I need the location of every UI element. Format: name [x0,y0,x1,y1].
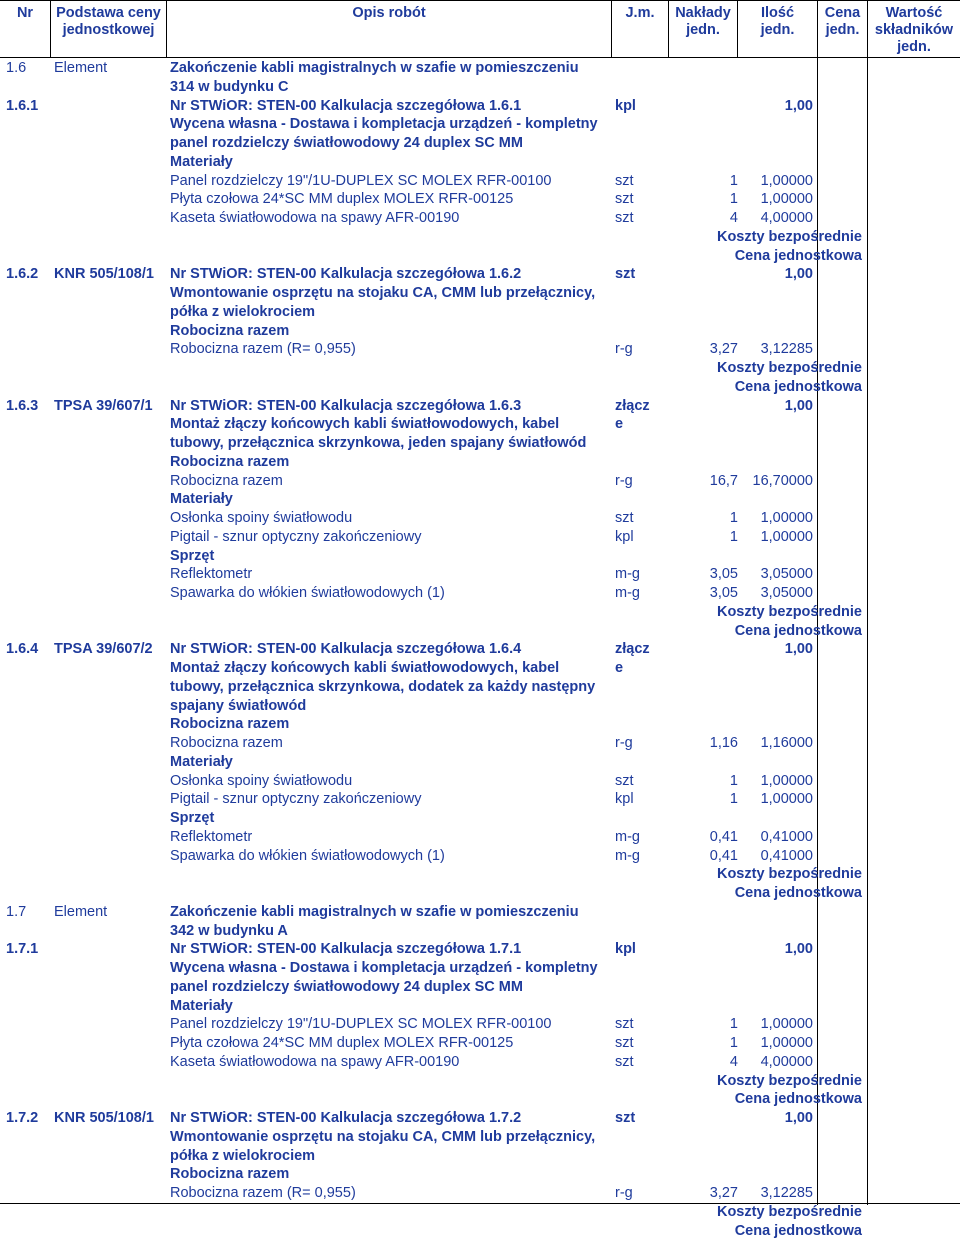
item-number: 1.6 [6,60,27,76]
item-naklady: 1 [729,772,738,789]
item-naklady: 1 [729,791,738,808]
item-description: Wmontowanie osprzętu na stojaku CA, CMM lub przełącznicy, [170,285,596,301]
item-description: Materiały [170,997,233,1014]
summary-label: Cena jednostkowa [734,622,862,639]
item-ilosc: 1,00000 [760,172,813,189]
summary-label: Cena jednostkowa [734,247,862,264]
item-naklady: 0,41 [709,828,738,845]
item-naklady: 1 [729,191,738,208]
item-unit: r-g [615,472,633,489]
item-description: Płyta czołowa 24*SC MM duplex MOLEX RFR-00125 [170,1035,514,1051]
item-description: Montaż złączy końcowych kabli światłowodowych, kabel [170,416,560,433]
item-description: Robocizna razem [170,472,283,489]
header-cena: Cena jedn. [817,0,867,58]
item-ilosc: 0,41000 [760,828,813,845]
item-description: Robocizna razem (R= 0,955) [170,1185,356,1201]
summary-label: Koszty bezpośrednie [716,228,862,245]
summary-label: Cena jednostkowa [734,885,862,901]
item-ilosc: 1,00000 [760,510,813,526]
item-description: Reflektometr [170,566,253,583]
header-opis: Opis robót [166,0,611,58]
item-ilosc: 3,05000 [760,585,813,601]
item-description: tubowy, przełącznica skrzynkowa, dodatek za każdy następny [170,678,596,695]
item-ilosc: 4,00000 [760,1053,813,1070]
item-description: Nr STWiOR: STEN-00 Kalkulacja szczegółowa 1.6.4 [170,641,522,658]
item-ilosc: 3,12285 [760,1185,813,1201]
item-unit: m-g [615,566,640,583]
item-ilosc: 16,70000 [752,472,813,489]
item-unit: kpl [615,941,636,958]
item-naklady: 0,41 [709,847,738,864]
item-description: Panel rozdzielczy 19"/1U-DUPLEX SC MOLEX RFR-00100 [170,1016,552,1033]
item-unit: szt [615,266,636,283]
item-quantity: 1,00 [784,941,813,958]
item-unit: kpl [615,97,636,114]
summary-label: Cena jednostkowa [734,378,862,395]
item-description: Płyta czołowa 24*SC MM duplex MOLEX RFR-00125 [170,191,514,208]
item-unit: złącz [615,397,650,414]
item-quantity: 1,00 [784,641,813,658]
item-description: Nr STWiOR: STEN-00 Kalkulacja szczegółowa 1.6.2 [170,266,522,283]
item-naklady: 3,27 [709,341,738,358]
item-unit: szt [615,210,634,226]
item-description: Osłonka spoiny światłowodu [170,772,353,789]
item-description: Nr STWiOR: STEN-00 Kalkulacja szczegółowa 1.6.3 [170,397,522,414]
item-naklady: 3,05 [709,585,738,601]
item-unit: szt [615,1110,636,1126]
item-number: 1.6.4 [6,641,39,658]
item-unit: kpl [615,528,634,545]
item-number: 1.6.3 [6,397,39,414]
item-unit: m-g [615,585,640,601]
item-number: 1.6.1 [6,97,39,114]
item-description: spajany światłowód [170,697,307,714]
item-unit: szt [615,191,634,208]
header-wartosc: Wartość składników jedn. [867,0,960,58]
item-description: Robocizna razem [170,322,290,339]
item-quantity: 1,00 [784,97,813,114]
item-description: Kaseta światłowodowa na spawy AFR-00190 [170,210,460,226]
item-description: 314 w budynku C [170,78,289,95]
item-description: Spawarka do włókien światłowodowych (1) [170,585,445,601]
item-description: tubowy, przełącznica skrzynkowa, jeden spajany światłowód [170,435,587,451]
item-description: Montaż złączy końcowych kabli światłowodowych, kabel [170,660,560,676]
item-unit: r-g [615,735,633,751]
item-description: Nr STWiOR: STEN-00 Kalkulacja szczegółowa 1.7.1 [170,941,522,958]
item-unit: m-g [615,847,640,864]
item-description: Materiały [170,153,233,170]
summary-label: Cena jednostkowa [734,1091,862,1108]
item-naklady: 4 [729,210,738,226]
header-ilosc: Ilość jedn. [737,0,817,58]
item-unit: szt [615,1053,634,1070]
item-description: półka z wielokrociem [170,303,316,320]
item-quantity: 1,00 [784,1110,813,1126]
item-unit: szt [615,1035,634,1051]
item-basis: KNR 505/108/1 [54,266,154,283]
item-description: Sprzęt [170,547,215,564]
item-unit: szt [615,772,634,789]
item-description: Wmontowanie osprzętu na stojaku CA, CMM lub przełącznicy, [170,1128,596,1145]
item-description: panel rozdzielczy światłowodowy 24 duplex SC MM [170,135,523,151]
item-unit: m-g [615,828,640,845]
item-unit: szt [615,172,634,189]
item-naklady: 1 [729,1035,738,1051]
item-quantity: 1,00 [784,266,813,283]
item-naklady: 1,16 [709,735,738,751]
item-number: 1.6.2 [6,266,39,283]
item-ilosc: 1,00000 [760,791,813,808]
summary-label: Koszty bezpośrednie [716,603,862,620]
item-ilosc: 1,00000 [760,772,813,789]
item-description: Wycena własna - Dostawa i kompletacja urządzeń - kompletny [170,116,598,133]
item-ilosc: 3,12285 [760,341,813,358]
item-description: Spawarka do włókien światłowodowych (1) [170,847,445,864]
item-unit: szt [615,510,634,526]
item-unit: szt [615,1016,634,1033]
item-description: Robocizna razem [170,735,283,751]
item-description: panel rozdzielczy światłowodowy 24 duplex SC MM [170,978,523,995]
item-description: Materiały [170,753,233,770]
item-unit: kpl [615,791,634,808]
summary-label: Koszty bezpośrednie [716,1203,862,1220]
item-description: Wycena własna - Dostawa i kompletacja urządzeń - kompletny [170,960,598,976]
item-basis: KNR 505/108/1 [54,1110,154,1126]
item-description: Robocizna razem [170,453,290,470]
item-ilosc: 4,00000 [760,210,813,226]
item-description: Panel rozdzielczy 19"/1U-DUPLEX SC MOLEX RFR-00100 [170,172,552,189]
item-basis: Element [54,60,108,76]
item-description: Zakończenie kabli magistralnych w szafie w pomieszczeniu [170,903,579,920]
item-description: Pigtail - sznur optyczny zakończeniowy [170,791,422,808]
item-naklady: 1 [729,528,738,545]
item-quantity: 1,00 [784,397,813,414]
item-ilosc: 1,16000 [760,735,813,751]
item-ilosc: 1,00000 [760,1035,813,1051]
item-description: Robocizna razem [170,1166,290,1183]
header-nr: Nr [16,5,34,21]
item-description: Kaseta światłowodowa na spawy AFR-00190 [170,1053,460,1070]
item-ilosc: 0,41000 [760,847,813,864]
item-number: 1.7.2 [6,1110,39,1126]
header-podstawa: Podstawa ceny jednostkowej [50,0,166,58]
summary-label: Koszty bezpośrednie [716,866,862,883]
item-number: 1.7 [6,903,27,920]
item-unit: r-g [615,341,633,358]
item-description: Nr STWiOR: STEN-00 Kalkulacja szczegółowa 1.6.1 [170,97,522,114]
summary-label: Cena jednostkowa [734,1222,862,1239]
table-header [0,0,960,58]
summary-label: Koszty bezpośrednie [716,360,862,376]
item-naklady: 1 [729,172,738,189]
item-description: Zakończenie kabli magistralnych w szafie w pomieszczeniu [170,60,579,76]
item-unit: e [615,660,624,676]
header-naklady: Nakłady jedn. [668,0,737,58]
item-basis: Element [54,903,108,920]
header-jm: J.m. [611,0,668,58]
item-description: Reflektometr [170,828,253,845]
item-number: 1.7.1 [6,941,39,958]
item-basis: TPSA 39/607/1 [54,397,153,414]
item-description: Robocizna razem (R= 0,955) [170,341,356,358]
item-naklady: 4 [729,1053,738,1070]
item-naklady: 1 [729,1016,738,1033]
item-ilosc: 1,00000 [760,1016,813,1033]
summary-label: Koszty bezpośrednie [716,1072,862,1089]
item-description: Osłonka spoiny światłowodu [170,510,353,526]
item-description: półka z wielokrociem [170,1147,316,1164]
item-unit: r-g [615,1185,633,1201]
item-ilosc: 1,00000 [760,191,813,208]
item-naklady: 16,7 [709,472,738,489]
item-description: 342 w budynku A [170,922,288,939]
item-unit: złącz [615,641,650,658]
item-naklady: 1 [729,510,738,526]
table-body [0,58,960,1239]
item-naklady: 3,05 [709,566,738,583]
item-basis: TPSA 39/607/2 [54,641,153,658]
item-description: Nr STWiOR: STEN-00 Kalkulacja szczegółowa 1.7.2 [170,1110,522,1126]
item-description: Sprzęt [170,810,215,826]
item-naklady: 3,27 [709,1185,738,1201]
item-description: Robocizna razem [170,716,290,733]
item-unit: e [615,416,624,433]
item-description: Pigtail - sznur optyczny zakończeniowy [170,528,422,545]
item-ilosc: 1,00000 [760,528,813,545]
item-description: Materiały [170,491,233,508]
item-ilosc: 3,05000 [760,566,813,583]
